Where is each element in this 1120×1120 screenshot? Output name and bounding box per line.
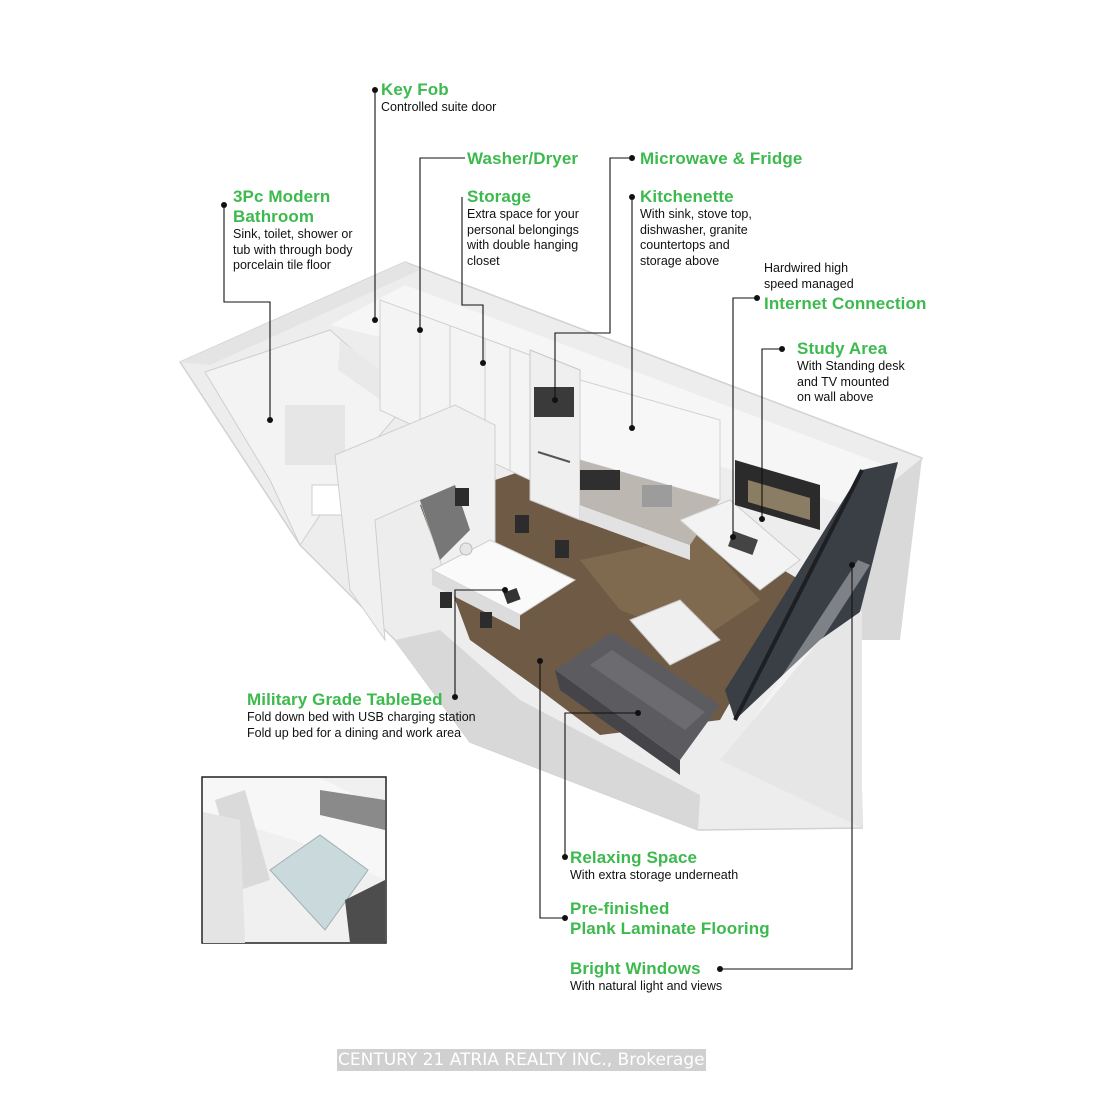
label-key-fob (381, 80, 496, 116)
internet-title: Internet Connection (764, 294, 927, 313)
relaxing-space-title: Relaxing Space (570, 848, 698, 867)
label-bright-windows (570, 959, 722, 995)
kitchenette-desc: With sink, stove top, dishwasher, granite countertops and storage above (640, 207, 752, 268)
label-microwave-fridge (640, 149, 802, 169)
tablebed-desc: Fold down bed with USB charging station Fold up bed for a dining and work area (247, 710, 476, 740)
label-relaxing-space (570, 848, 738, 884)
bright-windows-title: Bright Windows (570, 959, 701, 978)
label-tablebed (247, 690, 476, 741)
label-flooring (570, 899, 770, 939)
label-bathroom (233, 187, 353, 274)
study-area-desc: With Standing desk and TV mounted on wall above (797, 359, 905, 404)
relaxing-space-desc: With extra storage underneath (570, 868, 739, 882)
washer-dryer-title: Washer/Dryer (467, 149, 579, 168)
storage-title: Storage (467, 187, 531, 206)
label-storage (467, 187, 579, 269)
bathroom-title: 3Pc Modern Bathroom (233, 187, 331, 226)
tablebed-inset-image (202, 777, 386, 943)
microwave-fridge-title: Microwave & Fridge (640, 149, 803, 168)
storage-desc: Extra space for your personal belongings with double hanging closet (467, 207, 579, 268)
flooring-title: Pre-finished Plank Laminate Flooring (570, 899, 770, 938)
bathroom-desc: Sink, toilet, shower or tub with through body porcelain tile floor (233, 227, 353, 272)
internet-pretext: Hardwired high speed managed (764, 261, 854, 291)
kitchenette-title: Kitchenette (640, 187, 734, 206)
label-study-area (797, 339, 905, 406)
label-washer-dryer (467, 149, 578, 169)
tablebed-title: Military Grade TableBed (247, 690, 443, 709)
label-internet (764, 261, 926, 314)
key-fob-desc: Controlled suite door (381, 100, 497, 114)
study-area-title: Study Area (797, 339, 888, 358)
key-fob-title: Key Fob (381, 80, 449, 99)
label-kitchenette (640, 187, 752, 269)
bright-windows-desc: With natural light and views (570, 979, 723, 993)
brokerage-watermark: CENTURY 21 ATRIA REALTY INC., Brokerage (338, 1050, 705, 1070)
